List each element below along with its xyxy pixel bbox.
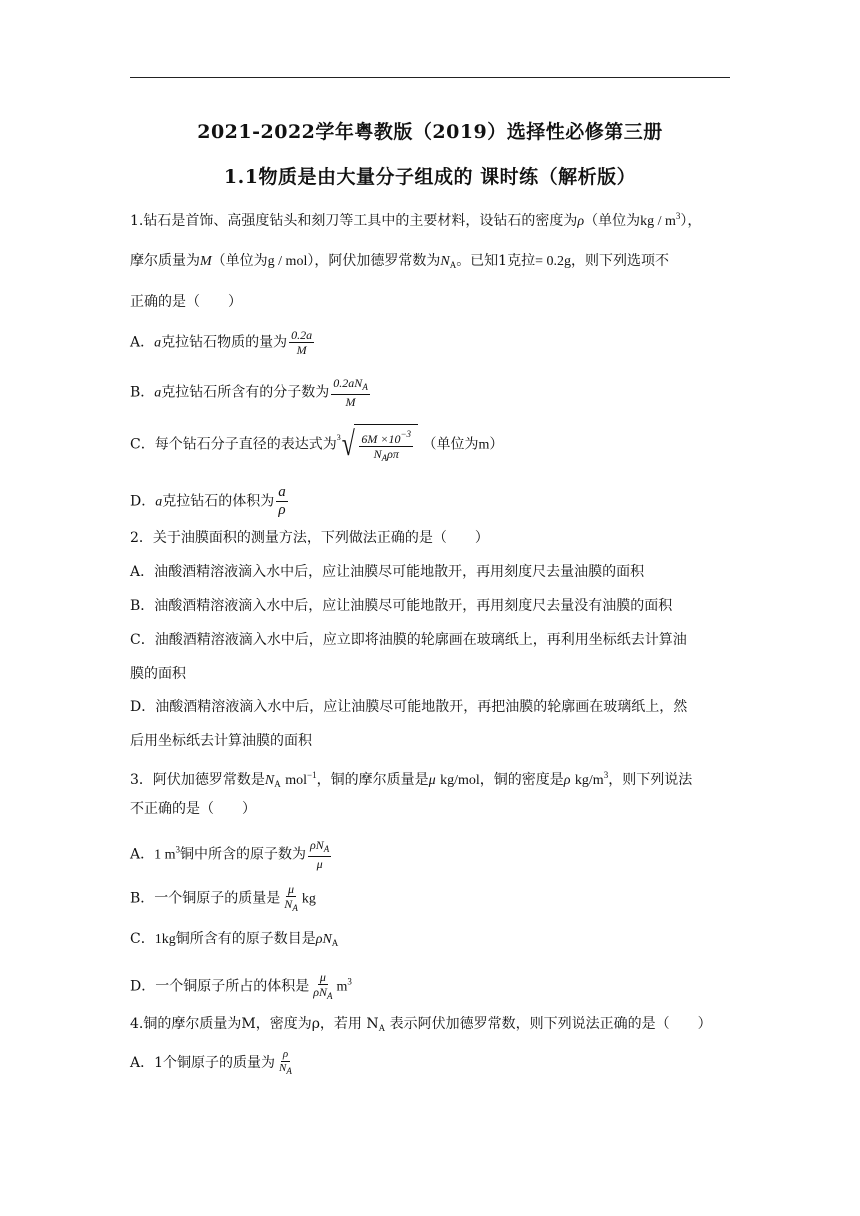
unit: kg/mol <box>440 773 480 788</box>
NA-symbol: N <box>440 254 450 269</box>
quantity: 1kg <box>154 932 176 947</box>
fraction <box>276 484 288 519</box>
fraction <box>289 328 314 357</box>
rho-symbol: ρ <box>577 214 585 229</box>
q2-option-a: A．油酸酒精溶液滴入水中后，应让油膜尽可能地散开，再用刻度尺去量油膜的面积 <box>130 564 645 580</box>
unit: mol <box>285 773 307 788</box>
q2-option-d: D．油酸酒精溶液滴入水中后，应让油膜尽可能地散开，再把油膜的轮廓画在玻璃纸上，然 <box>130 699 688 715</box>
q1-text: ）， <box>680 213 702 229</box>
rho-symbol: ρ <box>563 773 571 788</box>
doc-title-line1: 2021-2022学年粤教版（2019）选择性必修第三册 <box>197 121 663 143</box>
q2-option-c-cont: 膜的面积 <box>130 666 186 682</box>
numerator: 0.2a <box>291 328 313 342</box>
q1-option-a <box>130 328 316 357</box>
q4-text: 4.铜的摩尔质量为M，密度为ρ，若用 N <box>130 1016 379 1032</box>
exponent: 3 <box>175 844 181 855</box>
numerator: a <box>278 484 286 500</box>
denominator-text: N <box>279 1062 287 1074</box>
option-text: 一个铜原子的质量是 <box>154 890 281 907</box>
expression: ρN <box>315 932 332 947</box>
equation: = 0.2g <box>535 254 572 269</box>
NA-symbol: N <box>264 773 275 788</box>
q1-text: 。已知1克拉 <box>456 253 536 269</box>
a-symbol: a <box>154 385 162 401</box>
option-label: A． <box>130 334 155 351</box>
option-text: 克拉钻石物质的量为 <box>161 334 288 351</box>
unit: m <box>336 979 348 995</box>
a-symbol: a <box>154 335 162 351</box>
denominator-text: N <box>284 897 293 911</box>
numerator <box>308 838 331 857</box>
option-text: 1个铜原子的质量为 <box>154 1055 276 1071</box>
option-label: C． <box>130 931 155 947</box>
q1-option-b <box>130 376 372 409</box>
subscript: A <box>362 382 368 392</box>
subscript: A <box>274 779 281 789</box>
quantity: 1 m <box>154 847 176 863</box>
subscript: A <box>292 903 298 913</box>
numerator: ρ <box>282 1048 289 1060</box>
denominator: μ <box>316 857 323 871</box>
subscript: A <box>323 844 330 854</box>
q2-stem: 2．关于油膜面积的测量方法，下列做法正确的是（ ） <box>130 530 489 546</box>
subscript: A <box>331 938 339 948</box>
option-label: A． <box>130 1055 155 1071</box>
fraction <box>331 376 370 409</box>
option-text: 铜所含有的原子数目是 <box>175 931 316 947</box>
denominator <box>372 447 401 465</box>
cube-root <box>337 424 418 465</box>
q1-text: ，则下列选项不 <box>571 253 670 269</box>
header-rule <box>130 77 730 78</box>
denominator <box>282 897 300 915</box>
numerator: μ <box>319 970 326 984</box>
option-label: D． <box>130 493 156 510</box>
q2-option-b: B．油酸酒精溶液滴入水中后，应让油膜尽可能地散开，再用刻度尺去量没有油膜的面积 <box>130 598 673 614</box>
numerator-text: ρN <box>310 838 324 852</box>
q3-option-b <box>130 882 316 915</box>
numerator-text: 0.2aN <box>333 376 363 390</box>
q1-stem-line3: 正确的是（ ） <box>130 294 242 310</box>
q3-stem-line2: 不正确的是（ ） <box>130 801 256 817</box>
option-text: 克拉钻石的体积为 <box>162 493 275 510</box>
option-text: ） <box>489 436 504 453</box>
option-text: 铜中所含的原子数为 <box>180 846 307 863</box>
subscript: A <box>286 1066 292 1076</box>
option-label: B． <box>130 384 155 401</box>
option-label: D． <box>130 978 156 995</box>
option-text: 克拉钻石所含有的分子数为 <box>161 384 330 401</box>
fraction <box>277 1048 294 1078</box>
subscript: A <box>381 453 388 463</box>
q1-text: 摩尔质量为 <box>130 253 200 269</box>
radical-sign: √ <box>341 425 355 463</box>
q1-option-d <box>130 484 290 519</box>
a-symbol: a <box>155 494 163 510</box>
fraction <box>282 882 300 915</box>
q1-stem-line2 <box>130 251 669 275</box>
M-symbol: M <box>200 254 212 269</box>
root-index: 3 <box>336 433 341 442</box>
denominator <box>311 985 334 1003</box>
q1-text: ），阿伏加德罗常数为 <box>307 253 441 269</box>
unit: kg <box>301 891 316 907</box>
unit: m <box>478 437 490 453</box>
q3-stem-line1 <box>130 765 692 794</box>
q3-option-c <box>130 929 338 953</box>
q3-option-d <box>130 970 352 1003</box>
fraction <box>311 970 334 1003</box>
exponent: 3 <box>675 211 681 221</box>
denominator-text: ρπ <box>387 447 399 461</box>
exponent: −1 <box>307 770 317 780</box>
q4-text: 表示阿伏加德罗常数，则下列说法正确的是（ ） <box>385 1016 712 1032</box>
denominator-text: ρN <box>313 985 327 999</box>
q2-option-d-cont: 后用坐标纸去计算油膜的面积 <box>130 733 312 749</box>
q2-option-c: C．油酸酒精溶液滴入水中后，应立即将油膜的轮廓画在玻璃纸上，再利用坐标纸去计算油 <box>130 632 687 648</box>
q3-text: ，铜的摩尔质量是 <box>316 772 429 788</box>
exponent: −3 <box>400 429 412 439</box>
numerator <box>359 427 413 447</box>
q3-option-a <box>130 838 333 871</box>
numerator-text: 6M ×10 <box>361 432 401 446</box>
unit: kg/m <box>574 773 604 788</box>
numerator <box>331 376 370 395</box>
numerator: μ <box>288 882 295 896</box>
subscript: A <box>327 991 333 1001</box>
option-text: 一个铜原子所占的体积是 <box>155 978 310 995</box>
q1-text: 1.钻石是首饰、高强度钻头和刻刀等工具中的主要材料，设钻石的密度为 <box>130 213 578 229</box>
q1-text: （单位为 <box>211 253 268 269</box>
q3-text: 3．阿伏加德罗常数是 <box>130 772 265 788</box>
option-text: 每个钻石分子直径的表达式为 <box>154 436 337 453</box>
subscript: A <box>449 260 457 270</box>
q3-text: ，则下列说法 <box>608 772 693 788</box>
denominator-text: N <box>373 447 382 461</box>
q4-stem <box>130 1014 712 1038</box>
subscript: A <box>378 1023 386 1033</box>
denominator <box>277 1062 294 1078</box>
option-label: A． <box>130 846 155 863</box>
q4-option-a <box>130 1048 296 1078</box>
exponent: 3 <box>347 976 352 987</box>
q3-text: ，铜的密度是 <box>479 772 564 788</box>
unit: g / mol <box>267 254 308 269</box>
q1-stem-line1 <box>130 206 701 232</box>
denominator: ρ <box>278 502 286 518</box>
option-text: （单位为 <box>422 436 479 453</box>
fraction <box>359 427 413 465</box>
unit: kg / m <box>640 214 676 229</box>
doc-title-line2: 1.1物质是由大量分子组成的 课时练（解析版） <box>223 166 637 188</box>
fraction <box>308 838 331 871</box>
exponent: 3 <box>603 770 609 780</box>
denominator: M <box>345 395 356 409</box>
option-label: C． <box>130 436 155 453</box>
q1-text: （单位为 <box>584 213 641 229</box>
denominator: M <box>296 343 307 357</box>
mu-symbol: μ <box>428 773 436 788</box>
option-label: B． <box>130 890 155 907</box>
q1-option-c <box>130 424 503 465</box>
